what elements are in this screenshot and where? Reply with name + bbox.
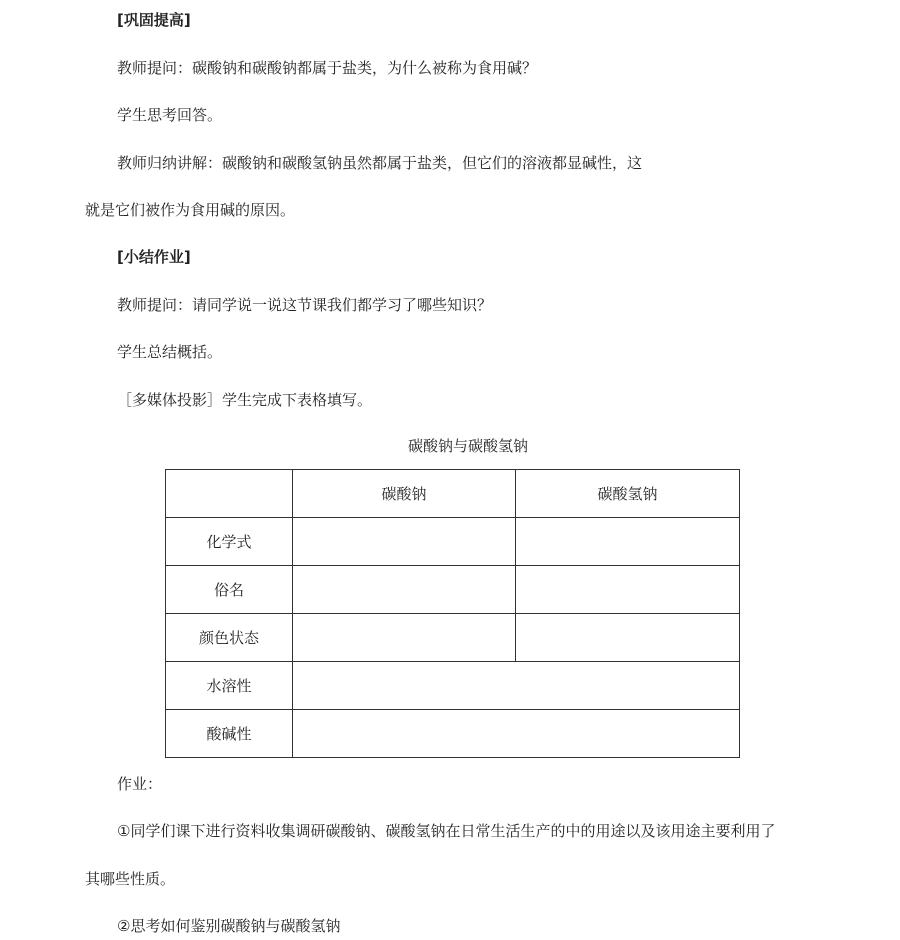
table-row (166, 710, 740, 758)
homework-item-1-line-2: 其哪些性质。 (85, 870, 176, 888)
section-heading-consolidate: [巩固提高] (117, 11, 191, 29)
table-header-sodium-carbonate: 碳酸钠 (293, 470, 516, 518)
row-label-chemical-formula: 化学式 (166, 518, 293, 566)
student-response-paragraph: 学生思考回答。 (117, 106, 223, 124)
row-label-acidity-alkalinity: 酸碱性 (166, 710, 293, 758)
blank-merged-cell (293, 662, 740, 710)
homework-item-2: ②思考如何鉴别碳酸钠与碳酸氢钠 (117, 917, 341, 935)
teacher-question-paragraph: 教师提问：碳酸钠和碳酸钠都属于盐类，为什么被称为食用碱？ (117, 59, 538, 77)
blank-cell (516, 566, 740, 614)
teacher-summary-line-1: 教师归纳讲解：碳酸钠和碳酸氢钠虽然都属于盐类，但它们的溶液都显碱性，这 (117, 154, 643, 172)
multimedia-instruction: ［多媒体投影］学生完成下表格填写。 (117, 391, 373, 409)
row-label-common-name: 俗名 (166, 566, 293, 614)
blank-cell (516, 614, 740, 662)
row-label-color-state: 颜色状态 (166, 614, 293, 662)
row-label-water-solubility: 水溶性 (166, 662, 293, 710)
table-caption: 碳酸钠与碳酸氢钠 (407, 437, 528, 455)
blank-cell (516, 518, 740, 566)
blank-cell (293, 614, 516, 662)
table-row (166, 662, 740, 710)
teacher-summary-line-2: 就是它们被作为食用碱的原因。 (85, 201, 296, 219)
homework-item-1-line-1: ①同学们课下进行资料收集调研碳酸钠、碳酸氢钠在日常生活生产的中的用途以及该用途主要利用了 (117, 822, 776, 840)
table-header-sodium-bicarbonate: 碳酸氢钠 (516, 470, 740, 518)
blank-merged-cell (293, 710, 740, 758)
blank-cell (293, 566, 516, 614)
table-row (166, 614, 740, 662)
table-header-empty (166, 470, 293, 518)
teacher-question-summary: 教师提问：请同学说一说这节课我们都学习了哪些知识？ (117, 296, 493, 314)
blank-cell (293, 518, 516, 566)
homework-label: 作业： (117, 775, 163, 793)
table-row (166, 518, 740, 566)
student-summary-paragraph: 学生总结概括。 (117, 343, 223, 361)
table-row (166, 566, 740, 614)
table-header-row (166, 470, 740, 518)
comparison-table (165, 469, 740, 758)
section-heading-summary: [小结作业] (117, 248, 191, 266)
